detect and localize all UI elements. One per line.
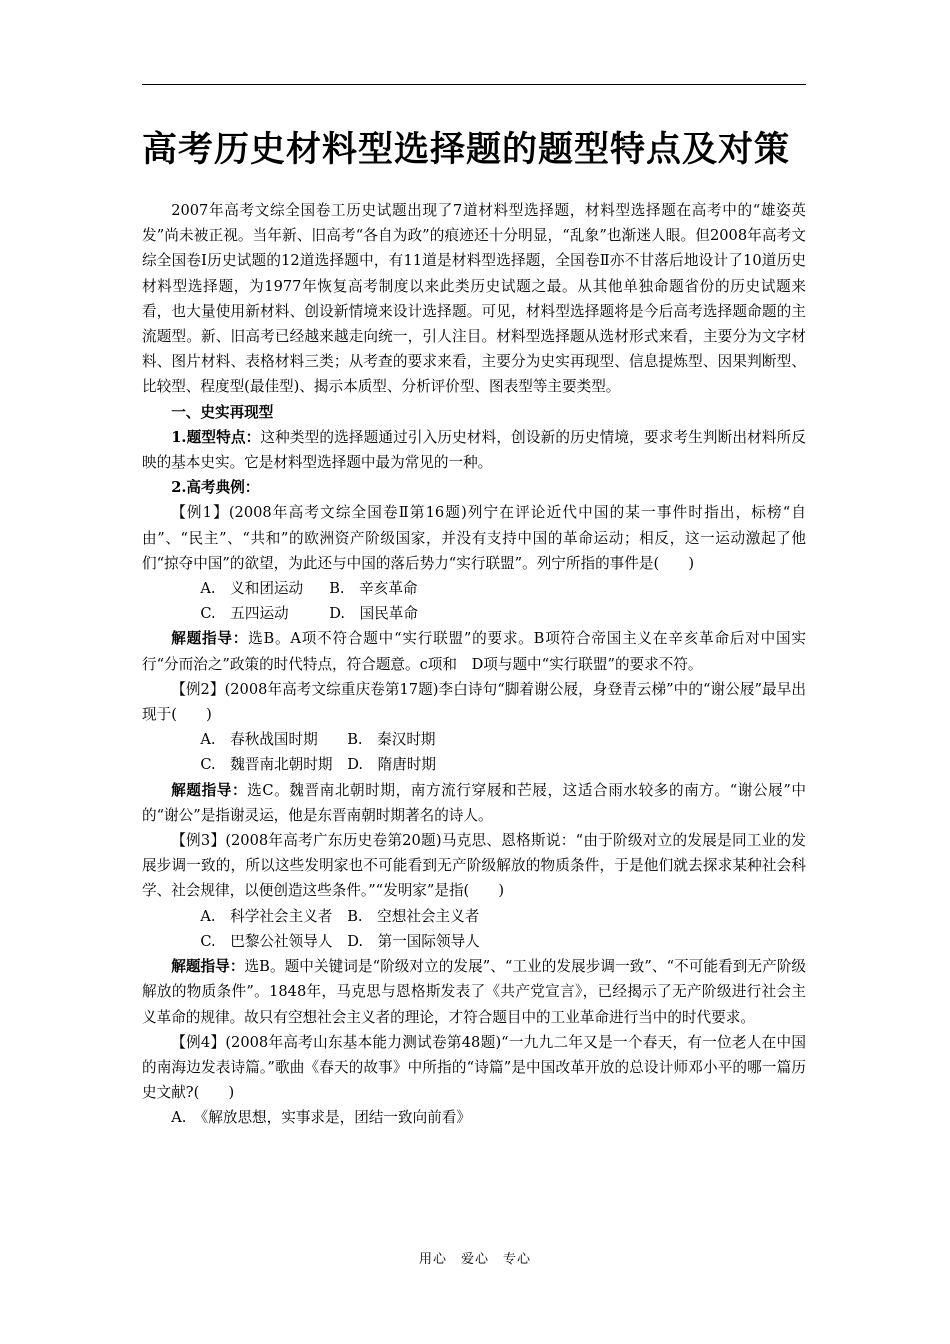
document-body [142,198,806,1131]
option-a: A. 《解放思想，实事求是，团结一致向前看》 [171,1109,471,1127]
options-row [142,752,806,777]
option-d: D. 隋唐时期 [347,756,436,774]
option-b: B. 空想社会主义者 [347,907,480,925]
option-a: A. 春秋战国时期 [200,731,318,749]
answer-label: 解题指导： [171,958,245,976]
answer-paragraph: 解题指导：选B。题中关键词是“阶级对立的发展”、“工业的发展步调一致”、“不可能看到无产阶级解放的物质条件”。1848年，马克思与恩格斯发表了《共产党宣言》，已经揭示了无产阶级进行社会主义革命的规律。故只有空想社会主义者的理论，才符合题目中的工业革命进行当中的时代要求。 [142,958,806,1026]
example-tag: 【例3】 [171,832,226,850]
option-d: D. 国民革命 [329,605,418,623]
example-question: 【例3】(2008年高考广东历史卷第20题)马克思、恩格斯说：“由于阶级对立的发展是同工业的发展步调一致的，所以这些发明家也不可能看到无产阶级解放的物质条件，于是他们就去探求某种社会科学、社会规律，以便创造这些条件。”“发明家”是指( ) [142,832,806,900]
feature-label: 1.题型特点： [171,428,261,446]
option-c: C. 巴黎公社领导人 [200,932,333,950]
examples-label: 2.高考典例： [171,479,260,497]
feature-text: 这种类型的选择题通过引入历史材料，创设新的历史情境，要求考生判断出材料所反映的基本史实。它是材料型选择题中最为常见的一种。 [142,428,806,472]
options-row [142,1105,806,1130]
example-question: 【例2】(2008年高考文综重庆卷第17题)李白诗句“脚着谢公屐，身登青云梯”中的“谢公屐”最早出现于( ) [142,680,806,724]
option-b: B. 辛亥革命 [329,580,418,598]
options-row [142,929,806,954]
option-c: C. 五四运动 [200,605,289,623]
feature-paragraph [142,425,806,475]
header-rule [142,84,806,85]
options-row [142,576,806,601]
example-tag: 【例2】 [171,680,225,698]
section-heading: 一、史实再现型 [171,403,274,421]
option-d: D. 第一国际领导人 [347,932,480,950]
page-title: 高考历史材料型选择题的题型特点及对策 [142,130,791,170]
options-row [142,727,806,752]
option-c: C. 魏晋南北朝时期 [200,756,333,774]
answer-label: 解题指导： [171,630,249,648]
intro-paragraph: 2007年高考文综全国卷工历史试题出现了7道材料型选择题，材料型选择题在高考中的“雄姿英发”尚未被正视。当年新、旧高考“各自为政”的痕迹还十分明显，“乱象”也渐迷人眼。但2008年高考文综全国卷Ⅰ历史试题的12道选择题中，有11道是材料型选择题，全国卷Ⅱ亦不甘落后地设计了10道历史材料型选择题，为1977年恢复高考制度以来此类历史试题之最。从其他单独命题省份的历史试题来看，也大量使用新材料、创设新情境来设计选择题。可见，材料型选择题将是今后高考选择题命题的主流题型。新、旧高考已经越来越走向统一，引人注目。材料型选择题从选材形式来看，主要分为文字材料、图片材料、表格材料三类；从考查的要求来看，主要分为史实再现型、信息提炼型、因果判断型、比较型、程度型(最佳型)、揭示本质型、分析评价型、图表型等主要类型。 [142,202,806,396]
example-question: 【例1】(2008年高考文综全国卷Ⅱ第16题)列宁在评论近代中国的某一事件时指出，标榜“自由”、“民主”、“共和”的欧洲资产阶级国家，并没有支持中国的革命运动；相反，这一运动激起了他们“掠夺中国”的欲望，为此还与中国的落后势力“实行联盟”。列宁所指的事件是( ) [142,504,806,572]
options-row [142,904,806,929]
example-tag: 【例4】 [171,1033,226,1051]
option-a: A. 义和团运动 [200,580,304,598]
answer-label: 解题指导： [171,781,248,799]
page-footer: 用心 爱心 专心 [418,1252,531,1267]
option-b: B. 秦汉时期 [347,731,436,749]
answer-paragraph: 解题指导：选B。A项不符合题中“实行联盟”的要求。B项符合帝国主义在辛亥革命后对中国实行“分而治之”政策的时代特点，符合题意。c项和 D项与题中“实行联盟”的要求不符。 [142,630,806,673]
answer-paragraph: 解题指导：选C。魏晋南北朝时期，南方流行穿屐和芒屐，这适合雨水较多的南方。“谢公屐”中的“谢公”是指谢灵运，他是东晋南朝时期著名的诗人。 [142,781,806,824]
example-tag: 【例1】 [171,504,229,522]
option-a: A. 科学社会主义者 [200,907,333,925]
example-question: 【例4】(2008年高考山东基本能力测试卷第48题)“一九九二年又是一个春天，有一位老人在中国的南海边发表诗篇。”歌曲《春天的故事》中所指的“诗篇”是中国改革开放的总设计师邓小平的哪一篇历史文献?( ) [142,1033,806,1102]
options-row [142,601,806,626]
